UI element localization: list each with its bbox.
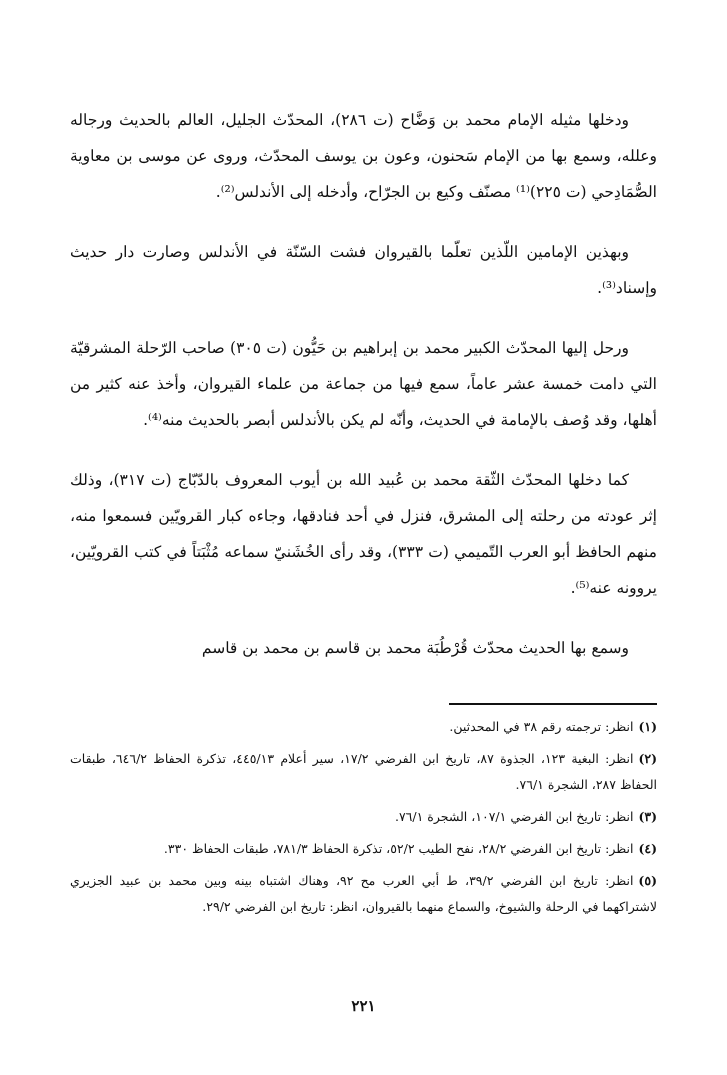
footnote-3 [70, 804, 657, 830]
footnote-text: انظر: تاريخ ابن الفرضي ١٠٧/١، الشجرة ٧٦/١. [394, 809, 634, 824]
footnote-number: (٥) [638, 873, 657, 888]
footnote-text: انظر: تاريخ ابن الفرضي ٣٩/٢، ط أبي العرب مح ٩٢، وهناك اشتباه بينه وبين محمد بن عبيد الجزيري لاشتراكهما في الرحلة والشيوخ، والسماع منهما بالقيروان، انظر: تاريخ ابن الفرضي ٢٩/٢. [70, 873, 657, 914]
paragraph-1: ودخلها مثيله الإمام محمد بن وَضَّاح (ت ٢٨٦)، المحدّث الجليل، العالم بالحديث ورجاله وعلله، وسمع بها من الإمام سَحنون، وعون بن يوسف المحدّث، وروى عن موسى بن معاوية الصُّمَادِحي (ت ٢٢٥)⁽¹⁾ مصنّف وكيع بن الجرّاح، وأدخله إلى الأندلس⁽²⁾. [70, 111, 657, 201]
paragraph-5: وسمع بها الحديث محدّث قُرْطُبَة محمد بن قاسم بن محمد بن قاسم [201, 639, 629, 657]
footnote-5 [70, 868, 657, 920]
footnotes [70, 714, 657, 926]
paragraph-2: وبهذين الإمامين اللّذين تعلّما بالقيروان فشت السّنّة في الأندلس وصارت دار حديث وإسناد⁽³⁾. [70, 243, 657, 297]
paragraph-4: كما دخلها المحدّث الثّقة محمد بن عُبيد الله بن أيوب المعروف بالدّبّاج (ت ٣١٧)، وذلك إثر عودته من رحلته إلى المشرق، فنزل في أحد فنادقها، وجاءه كبار القرويّين فسمعوا منه، منهم الحافظ أبو العرب التّميمي (ت ٣٣٣)، وقد رأى الخُشَنيّ سماعه مُثْبَتاً في كتب القرويّين، يروونه عنه⁽⁵⁾. [70, 471, 657, 597]
footnote-number: (٢) [638, 751, 658, 766]
page-number: ٢٢١ [351, 997, 376, 1015]
footnote-text: انظر: ترجمته رقم ٣٨ في المحدثين. [449, 719, 634, 734]
footnote-2 [70, 746, 657, 798]
footnote-separator [449, 703, 657, 705]
paragraph-3: ورحل إليها المحدّث الكبير محمد بن إبراهيم بن حَيُّون (ت ٣٠٥) صاحب الرّحلة المشرقيّة التي دامت خمسة عشر عاماً، سمع فيها من جماعة من علماء القيروان، وأخذ عنه كثير من أهلها، وقد وُصف بالإمامة في الحديث، وأنّه لم يكن بالأندلس أبصر بالحديث منه⁽⁴⁾. [70, 339, 657, 429]
footnote-number: (١) [638, 719, 657, 734]
footnote-text: انظر: البغية ١٢٣، الجذوة ٨٧، تاريخ ابن الفرضي ١٧/٢، سير أعلام ٤٤٥/١٣، تذكرة الحفاظ ٦٤٦/٢، طبقات الحفاظ ٢٨٧، الشجرة ٧٦/١. [70, 751, 657, 792]
footnote-number: (٤) [638, 841, 657, 856]
footnote-text: انظر: تاريخ ابن الفرضي ٢٨/٢، نفح الطيب ٥٢/٢، تذكرة الحفاظ ٧٨١/٣، طبقات الحفاظ ٣٣٠. [163, 841, 634, 856]
footnote-4 [70, 836, 657, 862]
footnote-number: (٣) [638, 809, 657, 824]
footnote-1 [70, 714, 657, 740]
main-text [70, 102, 657, 666]
